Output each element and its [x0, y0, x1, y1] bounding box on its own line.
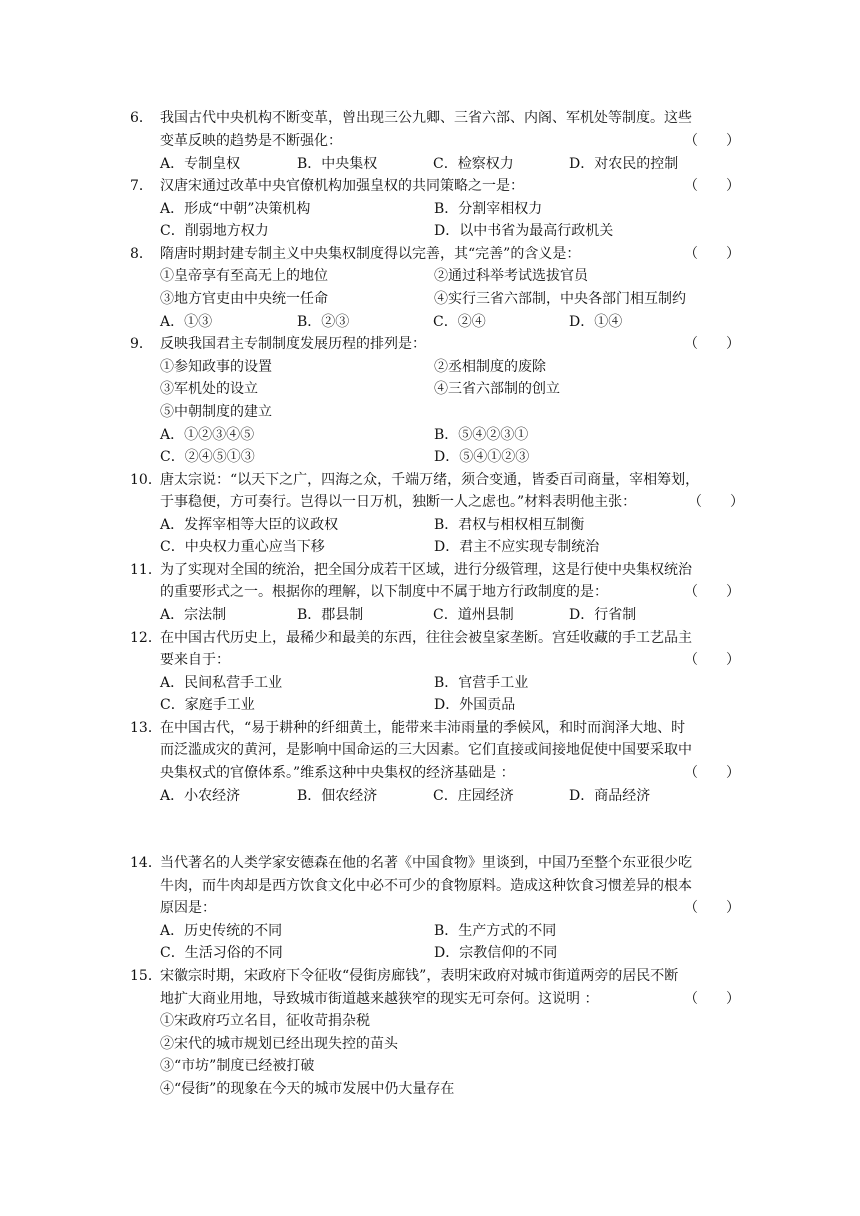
question-number: 9． [130, 336, 153, 352]
question-number: 13． [130, 720, 162, 736]
statement-2: ②宋代的城市规划已经出现失控的苗头 [160, 1036, 398, 1052]
statement-1: ①宋政府巧立名目，征收苛捐杂税 [160, 1013, 370, 1029]
option-a: A．形成“中朝”决策机构 [160, 201, 311, 217]
option-b: B．⑤④②③① [434, 427, 529, 443]
question-stem-line: 在中国古代，“易于耕种的纤细黄土，能带来丰沛雨量的季候风，和时而润泽大地、时 [160, 720, 686, 736]
statement-2: ②丞相制度的废除 [434, 359, 546, 375]
option-c: C．生活习俗的不同 [160, 945, 283, 961]
option-a: A．小农经济 [160, 788, 241, 804]
statement-5: ⑤中朝制度的建立 [160, 404, 272, 420]
statement-1: ①皇帝享有至高无上的地位 [160, 268, 328, 284]
option-c: C．中央权力重心应当下移 [160, 539, 325, 555]
question-number: 7． [130, 178, 153, 194]
question-stem-line: 汉唐宋通过改革中央官僚机构加强皇权的共同策略之一是： [160, 178, 524, 194]
question-stem-line: 我国古代中央机构不断变革，曾出现三公九卿、三省六部、内阁、军机处等制度。这些 [160, 110, 692, 126]
option-d: D．①④ [569, 314, 623, 330]
option-b: B．生产方式的不同 [434, 923, 557, 939]
answer-bracket: （ ） [684, 584, 740, 600]
answer-bracket: （ ） [684, 336, 740, 352]
option-c: C．削弱地方权力 [160, 223, 269, 239]
option-d: D．以中书省为最高行政机关 [434, 223, 614, 239]
option-d: D．君主不应实现专制统治 [434, 539, 600, 555]
answer-bracket: （ ） [684, 765, 740, 781]
statement-3: ③军机处的设立 [160, 381, 258, 397]
question-stem-line: 牛肉，而牛肉却是西方饮食文化中必不可少的食物原料。造成这种饮食习惯差异的根本 [160, 878, 692, 894]
option-a: A．民间私营手工业 [160, 675, 283, 691]
option-c: C．家庭手工业 [160, 697, 255, 713]
question-stem-line: 变革反映的趋势是不断强化： [160, 133, 342, 149]
option-d: D．宗教信仰的不同 [434, 945, 558, 961]
answer-bracket: （ ） [684, 652, 740, 668]
question-stem-line: 的重要形式之一。根据你的理解，以下制度中不属于地方行政制度的是： [160, 584, 608, 600]
option-c: C．②④⑤①③ [160, 449, 255, 465]
statement-3: ③“市坊”制度已经被打破 [160, 1058, 315, 1074]
question-stem-line: 宋徽宗时期，宋政府下令征收“侵街房廊钱”，表明宋政府对城市街道两旁的居民不断 [160, 968, 679, 984]
option-d: D．外国贡品 [434, 697, 516, 713]
question-stem-line: 反映我国君主专制制度发展历程的排列是： [160, 336, 426, 352]
question-number: 10． [130, 472, 162, 488]
option-a: A．发挥宰相等大臣的议政权 [160, 517, 339, 533]
statement-3: ③地方官吏由中央统一任命 [160, 291, 328, 307]
question-stem-line: 唐太宗说：“以天下之广，四海之众，千端万绪，须合变通，皆委百司商量，宰相筹划， [160, 472, 700, 488]
question-stem-line: 原因是： [160, 900, 216, 916]
option-d: D．⑤④①②③ [434, 449, 530, 465]
option-d: D．商品经济 [569, 788, 651, 804]
option-b: B．②③ [297, 314, 350, 330]
question-number: 6． [130, 110, 153, 126]
question-stem-line: 而泛滥成灾的黄河，是影响中国命运的三大因素。它们直接或间接地促使中国要采取中 [160, 742, 692, 758]
question-number: 14． [130, 855, 162, 871]
statement-4: ④三省六部制的创立 [434, 381, 560, 397]
option-a: A．历史传统的不同 [160, 923, 283, 939]
option-a: A．宗法制 [160, 607, 227, 623]
option-c: C．庄园经济 [433, 788, 514, 804]
question-stem-line: 当代著名的人类学家安德森在他的名著《中国食物》里谈到，中国乃至整个东亚很少吃 [160, 855, 692, 871]
answer-bracket: （ ） [688, 494, 744, 510]
question-stem-line: 要来自于： [160, 652, 230, 668]
statement-4: ④实行三省六部制，中央各部门相互制约 [434, 291, 686, 307]
option-d: D．对农民的控制 [569, 156, 679, 172]
question-stem-line: 在中国古代历史上，最稀少和最美的东西，往往会被皇家垄断。宫廷收藏的手工艺品主 [160, 630, 692, 646]
option-c: C．②④ [433, 314, 486, 330]
option-d: D．行省制 [569, 607, 637, 623]
option-b: B．分割宰相权力 [434, 201, 543, 217]
option-b: B．君权与相权相互制衡 [434, 517, 585, 533]
question-stem-line: 央集权式的官僚体系。”维系这种中央集权的经济基础是 ： [160, 765, 515, 781]
option-b: B．官营手工业 [434, 675, 529, 691]
answer-bracket: （ ） [684, 246, 740, 262]
statement-2: ②通过科举考试选拔官员 [434, 268, 588, 284]
question-stem-line: 地扩大商业用地，导致城市街道越来越狭窄的现实无可奈何。这说明 ： [160, 991, 599, 1007]
statement-1: ①参知政事的设置 [160, 359, 272, 375]
question-stem-line: 于事稳便，方可奏行。岂得以一日万机，独断一人之虑也。”材料表明他主张： [160, 494, 637, 510]
option-b: B．中央集权 [297, 156, 378, 172]
option-b: B．佃农经济 [297, 788, 378, 804]
answer-bracket: （ ） [684, 900, 740, 916]
option-a: A．①③ [160, 314, 213, 330]
option-a: A．专制皇权 [160, 156, 241, 172]
statement-4: ④“侵街”的现象在今天的城市发展中仍大量存在 [160, 1081, 455, 1097]
answer-bracket: （ ） [684, 991, 740, 1007]
answer-bracket: （ ） [684, 178, 740, 194]
option-c: C．检察权力 [433, 156, 514, 172]
option-b: B．郡县制 [297, 607, 364, 623]
question-stem-line: 隋唐时期封建专制主义中央集权制度得以完善，其“完善”的含义是： [160, 246, 581, 262]
option-c: C．道州县制 [433, 607, 514, 623]
question-number: 12． [130, 630, 162, 646]
question-stem-line: 为了实现对全国的统治，把全国分成若干区域，进行分级管理，这是行使中央集权统治 [160, 562, 692, 578]
option-a: A．①②③④⑤ [160, 427, 255, 443]
question-number: 15． [130, 968, 162, 984]
question-number: 11． [130, 562, 162, 578]
question-number: 8． [130, 246, 153, 262]
answer-bracket: （ ） [684, 133, 740, 149]
